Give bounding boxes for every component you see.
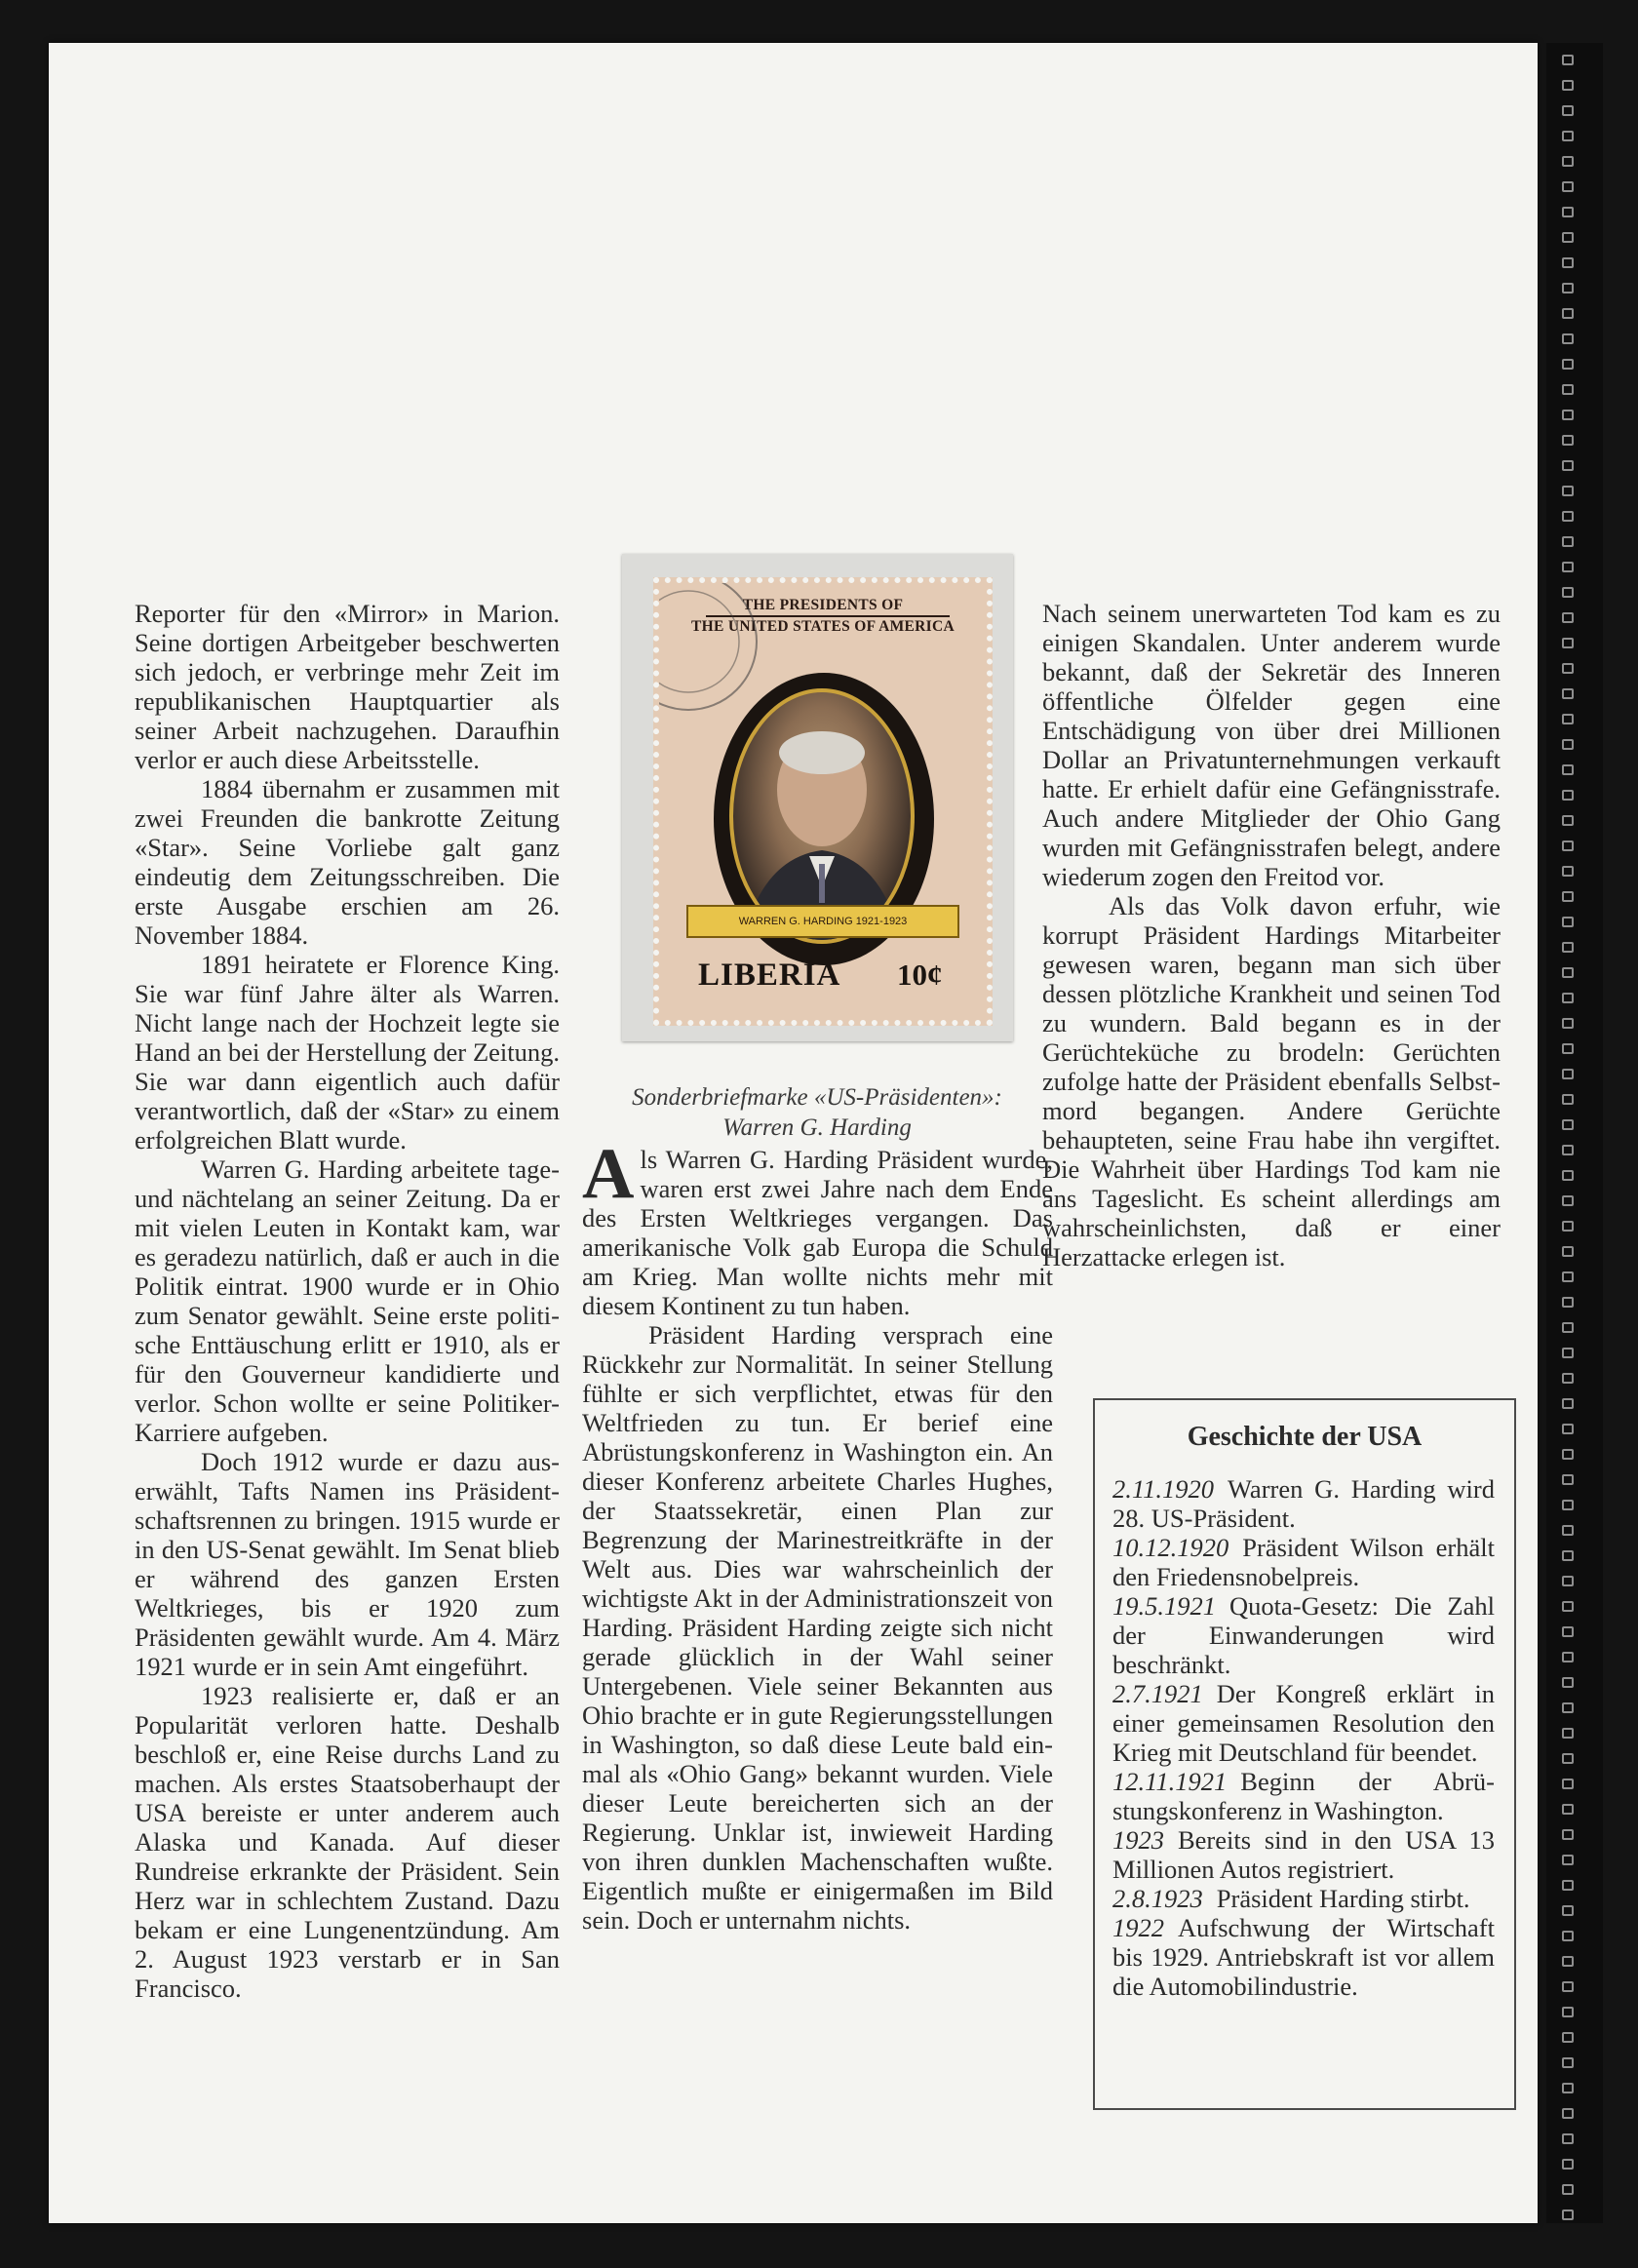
stamp-ribbon: WARREN G. HARDING 1921-1923 [686, 905, 959, 938]
binder-hole [1562, 1728, 1574, 1739]
entry-date: 1922 [1112, 1913, 1164, 1942]
binder-hole [1562, 1677, 1574, 1688]
paragraph: Reporter für den «Mirror» in Marion. Seine dortigen Arbeitgeber beschwerten sich jedoch, er verbringe mehr Zeit im republikanischen Hauptquartier als seiner Arbeit nachzugehen. Daraufhin verlor er auch diese Arbeitsstelle. [135, 599, 560, 774]
binder-hole [1562, 1956, 1574, 1967]
binder-hole [1562, 841, 1574, 851]
caption-line-1: Sonderbriefmarke «US-Präsidenten»: [632, 1084, 1002, 1111]
binder-hole [1562, 866, 1574, 877]
binder-hole [1562, 1271, 1574, 1282]
binder-hole [1562, 181, 1574, 192]
binder-hole [1562, 1601, 1574, 1612]
binder-hole [1562, 2209, 1574, 2220]
stamp-header-line-1: THE PRESIDENTS OF [742, 597, 904, 613]
stamp-mount [622, 554, 1013, 1041]
binder-hole [1562, 333, 1574, 344]
binder-hole [1562, 2133, 1574, 2144]
timeline-entry [1112, 1884, 1495, 1913]
binder-hole [1562, 2032, 1574, 2043]
binder-hole [1562, 1373, 1574, 1384]
binder-hole [1562, 283, 1574, 293]
binder-hole [1562, 359, 1574, 370]
binder-hole [1562, 2159, 1574, 2170]
binder-hole [1562, 1195, 1574, 1206]
binder-hole [1562, 2083, 1574, 2093]
binder-hole [1562, 891, 1574, 902]
paragraph: Doch 1912 wurde er dazu auserwählt, Tafts Namen ins Präsidentschaftsrennen zu bringen. 1915 wurde er in den US-Senat gewählt. Im Senat blieb er während des ganzen Ersten Weltkrieges, bis er 1920 zum Präsidenten gewählt wurde. Am 4. März 1921 wurde er in sein Amt eingeführt. [135, 1447, 560, 1681]
binder-hole [1562, 1500, 1574, 1510]
binder-hole [1562, 967, 1574, 978]
binder-hole [1562, 131, 1574, 141]
binder-hole [1562, 1297, 1574, 1308]
binder-hole [1562, 638, 1574, 648]
binder-hole [1562, 410, 1574, 420]
entry-date: 19.5.1921 [1112, 1591, 1216, 1621]
entry-text: Der Kongreß erklärt in einer gemeinsamen Resolution den Krieg mit Deutschland für beendet. [1112, 1679, 1495, 1767]
timeline-title: Geschichte der USA [1187, 1422, 1423, 1452]
binder-hole [1562, 207, 1574, 217]
binder-hole [1562, 80, 1574, 91]
stamp-caption [583, 1082, 1051, 1143]
entry-text: Quota-Gesetz: Die Zahl der Einwanderungen wird beschränkt. [1112, 1591, 1495, 1679]
binder-sleeve-edge [1546, 43, 1603, 2223]
binder-hole [1562, 815, 1574, 826]
binder-hole [1562, 1069, 1574, 1079]
binder-hole [1562, 1322, 1574, 1333]
album-page [49, 43, 1538, 2223]
timeline-entry [1112, 1825, 1495, 1884]
timeline-entry [1112, 1767, 1495, 1825]
binder-hole [1562, 1931, 1574, 1941]
entry-date: 2.7.1921 [1112, 1679, 1203, 1708]
binder-hole [1562, 384, 1574, 395]
binder-hole [1562, 2057, 1574, 2068]
stamp-country: LIBERIA [698, 958, 841, 993]
binder-hole [1562, 1779, 1574, 1789]
binder-hole [1562, 1753, 1574, 1764]
timeline-entries [1112, 1474, 1495, 2001]
binder-hole [1562, 917, 1574, 927]
binder-hole [1562, 790, 1574, 801]
binder-hole [1562, 1474, 1574, 1485]
timeline-entry [1112, 1533, 1495, 1591]
binder-hole [1562, 1018, 1574, 1029]
binder-hole [1562, 764, 1574, 775]
entry-date: 2.8.1923 [1112, 1884, 1203, 1913]
entry-date: 1923 [1112, 1825, 1164, 1855]
binder-hole [1562, 1424, 1574, 1434]
timeline-box [1093, 1398, 1516, 2110]
binder-hole [1562, 232, 1574, 243]
binder-hole [1562, 587, 1574, 598]
binder-hole [1562, 1652, 1574, 1662]
paragraph: Als das Volk davon erfuhr, wie korrupt Präsident Hardings Mitarbeiter gewesen waren, begann man sich über dessen plötzliche Krankheit und seinen Tod zu wundern. Bald begann es in der Gerüchteküche zu brodeln: Gerüchten zufolge hatte der Präsident ebenfalls Selbstmord begangen. Andere Gerüchte behaupteten, seine Frau habe ihn vergiftet. Die Wahrheit über Hardings Tod kam nie ans Tageslicht. Es scheint allerdings am wahrscheinlichsten, daß er einer Herzattacke erlegen ist. [1042, 891, 1501, 1271]
entry-text: Bereits sind in den USA 13 Millionen Autos registriert. [1112, 1825, 1495, 1884]
article-column-1 [135, 599, 560, 2003]
binder-hole [1562, 1145, 1574, 1155]
entry-text: Beginn der Abrüstungskonferenz in Washington. [1112, 1767, 1495, 1825]
paragraph: 1884 übernahm er zusammen mit zwei Freunden die bankrotte Zeitung «Star». Seine Vorliebe galt ganz eindeutig dem Zeitungsschreiben. Die erste Ausgabe erschien am 26. November 1884. [135, 774, 560, 950]
binder-hole [1562, 1348, 1574, 1358]
binder-hole [1562, 2108, 1574, 2119]
binder-hole [1562, 1525, 1574, 1536]
binder-hole [1562, 714, 1574, 724]
article-column-3 [1042, 599, 1501, 1271]
paragraph: Nach seinem unerwarteten Tod kam es zu einigen Skandalen. Unter anderem wurde bekannt, daß der Sekretär des Inneren öffentliche Ölfelder gegen eine Entschädigung von über drei Millionen Dollar an Privatunternehmungen verkauft hatte. Er erhielt dafür eine Gefängnisstrafe. Auch andere Mitglieder der Ohio Gang wurden mit Gefängnisstrafen belegt, andere wiederum zogen den Freitod vor. [1042, 599, 1501, 891]
binder-hole [1562, 1221, 1574, 1232]
entry-text: Warren G. Harding wird 28. US-Präsident. [1112, 1474, 1495, 1533]
timeline-entry [1112, 1913, 1495, 2001]
binder-hole [1562, 1398, 1574, 1409]
binder-hole [1562, 1094, 1574, 1105]
binder-hole [1562, 1804, 1574, 1815]
binder-hole [1562, 2184, 1574, 2195]
binder-hole [1562, 1576, 1574, 1586]
binder-hole [1562, 562, 1574, 572]
paragraph: 1891 heiratete er Florence King. Sie war fünf Jahre älter als Warren. Nicht lange nach der Hochzeit legte sie Hand an bei der Herstellung der Zeitung. Sie war dann eigentlich auch dafür verantwortlich, daß der «Star» zu einem erfolgreichen Blatt wurde. [135, 950, 560, 1154]
binder-hole [1562, 1702, 1574, 1713]
paragraph: 1923 realisierte er, daß er an Popularität verloren hatte. Deshalb beschloß er, eine Reise durchs Land zu machen. Als erstes Staatsoberhaupt der USA bereiste er unter anderem auch Alaska und Kanada. Auf dieser Rundreise erkrankte der Präsident. Sein Herz war in schlechtem Zustand. Dazu bekam er eine Lungenentzündung. Am 2. August 1923 verstarb er in San Francisco. [135, 1681, 560, 2003]
article-column-2 [582, 1134, 1053, 1935]
drop-cap: A [582, 1134, 635, 1214]
entry-text: Präsident Wilson erhält den Friedensnobelpreis. [1112, 1533, 1495, 1591]
binder-hole [1562, 1043, 1574, 1054]
entry-date: 10.12.1920 [1112, 1533, 1229, 1562]
stamp-header-line-2: THE UNITED STATES OF AMERICA [691, 618, 955, 635]
binder-hole [1562, 1626, 1574, 1637]
caption-line-2: Warren G. Harding [722, 1114, 912, 1141]
entry-text: Präsident Harding stirbt. [1216, 1884, 1470, 1913]
binder-hole [1562, 942, 1574, 953]
binder-hole [1562, 993, 1574, 1003]
binder-hole [1562, 1246, 1574, 1257]
entry-text: Aufschwung der Wirtschaft bis 1929. Antriebskraft ist vor allem die Automobilindustrie. [1112, 1913, 1495, 2001]
paragraph: Präsident Harding versprach eine Rückkehr zur Normalität. In seiner Stellung fühlte er sich verpflichtet, etwas für den Weltfrieden zu tun. Er berief eine Abrüstungskonferenz in Washington ein. An dieser Konferenz arbeitete Charles Hughes, der Staatssekretär, einen Plan zur Begrenzung der Marinestreitkräfte in der Welt aus. Dies war wahrscheinlich der wichtigste Akt in der Administrationszeit von Harding. Präsident Harding zeigte sich nicht gerade glücklich in der Wahl seiner Untergebenen. Viele seiner Bekannten aus Ohio brachte er in gute Regierungsstellungen in Washington, so daß diese Leute bald einmal als «Ohio Gang» bekannt wurden. Viele dieser Leute bereicherten sich an der Regierung. Unklar ist, inwieweit Harding von ihren dunklen Machenschaften wußte. Eigentlich mußte er einigermaßen im Bild sein. Doch er unternahm nichts. [582, 1320, 1053, 1935]
binder-hole [1562, 435, 1574, 446]
timeline-entry [1112, 1591, 1495, 1679]
entry-date: 2.11.1920 [1112, 1474, 1215, 1504]
binder-hole [1562, 460, 1574, 471]
binder-hole [1562, 2007, 1574, 2017]
liberia-stamp-image [653, 577, 993, 1026]
binder-hole [1562, 1449, 1574, 1460]
binder-hole [1562, 156, 1574, 167]
binder-hole [1562, 1905, 1574, 1916]
entry-date: 12.11.1921 [1112, 1767, 1228, 1796]
binder-hole [1562, 1829, 1574, 1840]
postmark-icon [659, 583, 796, 778]
timeline-entry [1112, 1679, 1495, 1767]
binder-hole [1562, 55, 1574, 65]
binder-hole [1562, 1981, 1574, 1992]
paragraph [582, 1134, 1053, 1320]
binder-hole [1562, 1119, 1574, 1130]
binder-hole [1562, 536, 1574, 547]
binder-hole [1562, 688, 1574, 699]
binder-hole [1562, 739, 1574, 750]
binder-hole [1562, 1855, 1574, 1865]
binder-hole [1562, 511, 1574, 522]
paragraph: Warren G. Harding arbeitete tage- und nächtelang an seiner Zeitung. Da er mit vielen Leuten in Kontakt kam, war es geradezu natürlich, daß er auch in die Politik eintrat. 1900 wurde er in Ohio zum Senator gewählt. Seine erste politische Enttäuschung erlitt er 1910, als er für den Gouverneur kandidierte und verlor. Schon wollte er seine Politiker-Karriere aufgeben. [135, 1154, 560, 1447]
binder-hole [1562, 1880, 1574, 1891]
timeline-entry [1112, 1474, 1495, 1533]
paragraph-text: ls Warren G. Harding Präsident wurde, waren erst zwei Jahre nach dem Ende des Ersten Weltkrieges vergangen. Das amerikanische Volk gab Europa die Schuld am Krieg. Man wollte nichts mehr mit diesem Kontinent zu tun haben. [582, 1145, 1053, 1320]
binder-hole [1562, 1550, 1574, 1561]
binder-hole [1562, 486, 1574, 496]
binder-hole [1562, 308, 1574, 319]
binder-hole [1562, 1170, 1574, 1181]
binder-hole [1562, 663, 1574, 674]
binder-hole [1562, 612, 1574, 623]
stamp-value: 10¢ [897, 958, 943, 992]
binder-hole [1562, 257, 1574, 268]
binder-hole [1562, 105, 1574, 116]
